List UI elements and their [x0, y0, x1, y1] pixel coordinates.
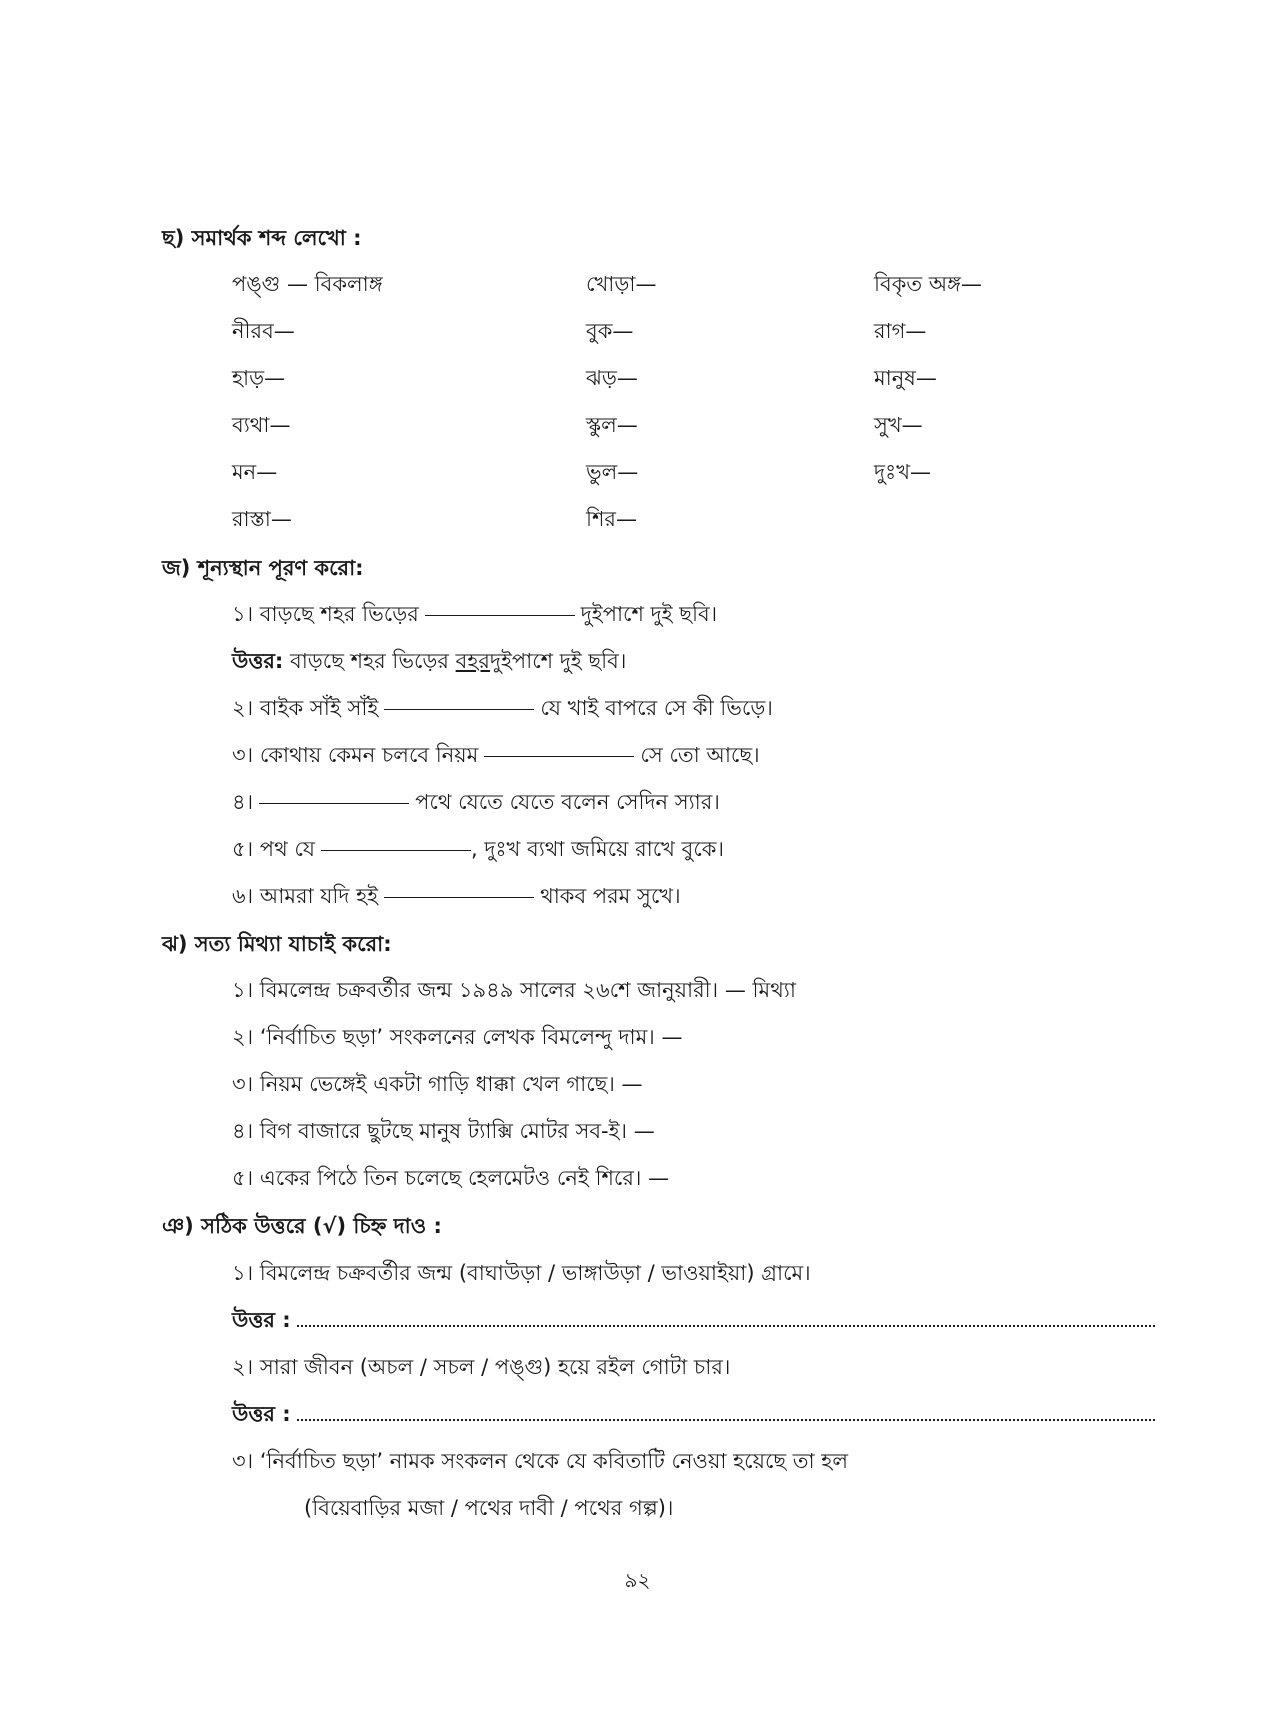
question-text: ২। বাইক সাঁই সাঁই: [232, 696, 379, 720]
answer-dotted-line[interactable]: [297, 1419, 1155, 1421]
true-false-item: ৫। একের পিঠে তিন চলেছে হেলমেটও নেই শিরে। —: [232, 1166, 670, 1190]
true-false-heading: ঝ) সত্য মিথ্যা যাচাই করো:: [162, 932, 392, 956]
fill-question-5: [232, 833, 724, 868]
synonym-item: সুখ—: [874, 413, 923, 437]
question-text: দুইপাশে দুই ছবি।: [580, 602, 718, 626]
tick-heading: ঞ) সঠিক উত্তরে (√) চিহ্ন দাও :: [162, 1214, 442, 1238]
synonym-item: ব্যথা—: [232, 413, 291, 437]
page-number: ৯২: [624, 1568, 651, 1592]
tick-question-1: ১। বিমলেন্দ্র চক্রবর্তীর জন্ম (বাঘাউড়া / ভাঙ্গাউড়া / ভাওয়াইয়া) গ্রামে।: [232, 1261, 811, 1285]
true-false-item: ৪। বিগ বাজারে ছুটছে মানুষ ট্যাক্সি মোটর সব-ই। —: [232, 1119, 655, 1143]
answer-word: বহর: [455, 649, 490, 673]
fill-question-3: [232, 739, 760, 774]
answer-label: উত্তর :: [232, 1308, 291, 1332]
synonym-item: স্কুল—: [586, 413, 638, 437]
question-text: , দুঃখ ব্যথা জমিয়ে রাখে বুকে।: [470, 837, 724, 861]
synonym-item: দুঃখ—: [874, 460, 932, 484]
fill-question-2: [232, 692, 773, 727]
question-text: থাকব পরম সুখে।: [540, 884, 681, 908]
question-text: যে খাই বাপরে সে কী ভিড়ে।: [540, 696, 773, 720]
fill-blanks-heading: জ) শূন্যস্থান পূরণ করো:: [162, 556, 364, 580]
synonym-item: পঙ্গু — বিকলাঙ্গ: [232, 272, 383, 296]
tick-question-2: ২। সারা জীবন (অচল / সচল / পঙ্গু) হয়ে রইল গোটা চার।: [232, 1355, 731, 1379]
answer-label: উত্তর :: [232, 1402, 291, 1426]
synonym-item: মন—: [232, 460, 278, 484]
question-text: পথে যেতে যেতে বলেন সেদিন স্যার।: [415, 790, 720, 814]
answer-dotted-line[interactable]: [297, 1325, 1155, 1327]
fill-question-1: [232, 598, 717, 633]
synonym-item: রাস্তা—: [232, 507, 292, 531]
tick-question-3-options: (বিয়েবাড়ির মজা / পথের দাবী / পথের গল্প)।: [304, 1496, 674, 1520]
synonym-item: ভুল—: [586, 460, 639, 484]
question-text: ৪।: [232, 790, 254, 814]
answer-blank[interactable]: [259, 803, 409, 804]
true-false-item: ১। বিমলেন্দ্র চক্রবর্তীর জন্ম ১৯৪৯ সালের ২৬শে জানুয়ারী। — মিথ্যা: [232, 978, 796, 1002]
tick-answer-2: [232, 1398, 1155, 1433]
synonym-item: মানুষ—: [874, 366, 937, 390]
true-false-item: ৩। নিয়ম ভেঙ্গেই একটা গাড়ি ধাক্কা খেল গাছে। —: [232, 1072, 643, 1096]
fill-answer-1: [232, 645, 626, 680]
question-text: ৬। আমরা যদি হই: [232, 884, 379, 908]
answer-blank[interactable]: [321, 850, 471, 851]
synonym-item: ঝড়—: [586, 366, 638, 390]
tick-question-3: ৩। ‘নির্বাচিত ছড়া’ নামক সংকলন থেকে যে কবিতাটি নেওয়া হয়েছে তা হল: [232, 1449, 848, 1473]
answer-blank[interactable]: [384, 709, 534, 710]
synonym-item: বুক—: [586, 319, 634, 343]
synonym-item: শির—: [586, 507, 637, 531]
synonym-item: রাগ—: [874, 319, 927, 343]
answer-blank[interactable]: [425, 615, 575, 616]
synonym-item: হাড়—: [232, 366, 286, 390]
fill-question-6: [232, 880, 681, 915]
answer-label: উত্তর:: [232, 649, 284, 673]
question-text: সে তো আছে।: [640, 743, 760, 767]
synonyms-heading: ছ) সমার্থক শব্দ লেখো :: [162, 226, 362, 250]
answer-text: বাড়ছে শহর ভিড়ের: [290, 649, 449, 673]
question-text: ৫। পথ যে: [232, 837, 315, 861]
answer-blank[interactable]: [384, 897, 534, 898]
question-text: ৩। কোথায় কেমন চলবে নিয়ম: [232, 743, 479, 767]
true-false-item: ২। ‘নির্বাচিত ছড়া’ সংকলনের লেখক বিমলেন্দু দাম। —: [232, 1025, 683, 1049]
fill-question-4: [232, 786, 720, 821]
answer-blank[interactable]: [484, 756, 634, 757]
tick-answer-1: [232, 1304, 1155, 1339]
synonym-item: বিকৃত অঙ্গ—: [874, 272, 982, 296]
synonym-item: নীরব—: [232, 319, 295, 343]
answer-text: দুইপাশে দুই ছবি।: [489, 649, 627, 673]
synonym-item: খোড়া—: [586, 272, 657, 296]
question-text: ১। বাড়ছে শহর ভিড়ের: [232, 602, 419, 626]
